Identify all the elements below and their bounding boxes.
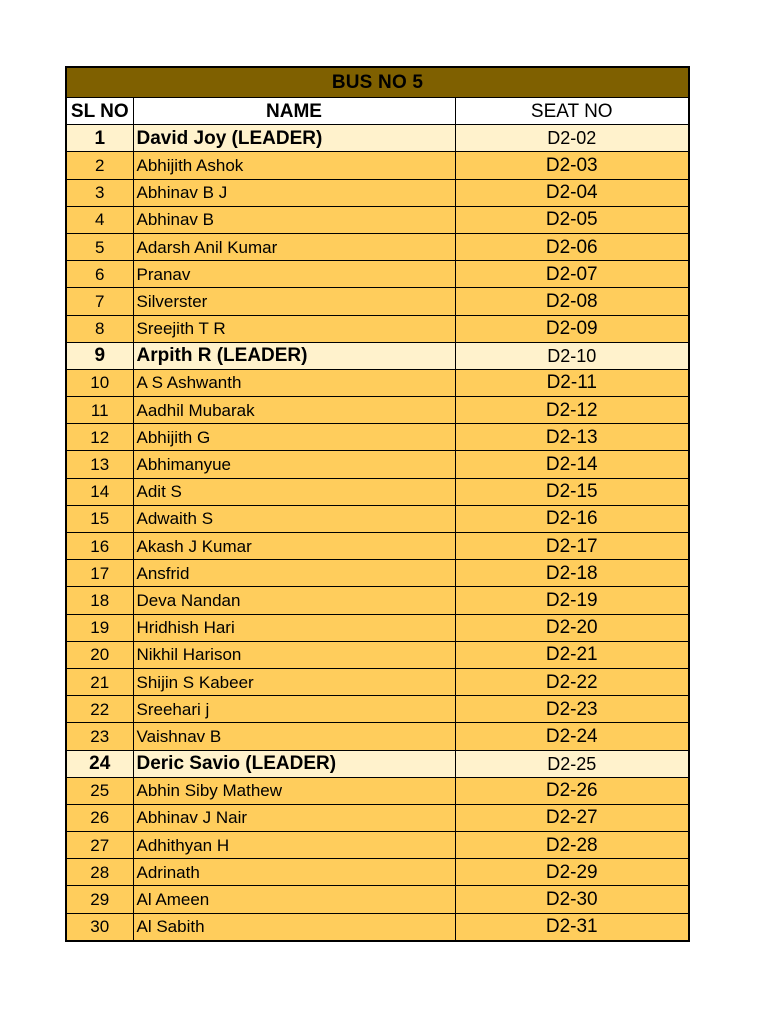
sl-cell: 26	[67, 804, 133, 831]
column-header-row	[67, 98, 688, 125]
table-row	[67, 804, 688, 831]
seat-cell: D2-10	[455, 342, 688, 369]
sl-cell: 30	[67, 913, 133, 940]
seat-cell: D2-12	[455, 397, 688, 424]
table-row	[67, 206, 688, 233]
name-cell: Adhithyan H	[133, 832, 455, 859]
table-row	[67, 152, 688, 179]
name-cell: Abhijith G	[133, 424, 455, 451]
seat-cell: D2-27	[455, 804, 688, 831]
name-cell: Deva Nandan	[133, 587, 455, 614]
name-cell: Al Sabith	[133, 913, 455, 940]
name-cell: Adwaith S	[133, 505, 455, 532]
name-cell: Abhin Siby Mathew	[133, 777, 455, 804]
name-cell: Silverster	[133, 288, 455, 315]
sl-cell: 14	[67, 478, 133, 505]
seat-cell: D2-06	[455, 233, 688, 260]
seat-cell: D2-02	[455, 125, 688, 152]
sl-cell: 29	[67, 886, 133, 913]
table-row-leader	[67, 125, 688, 152]
seat-cell: D2-03	[455, 152, 688, 179]
table-row	[67, 641, 688, 668]
name-cell: Sreejith T R	[133, 315, 455, 342]
sl-cell: 23	[67, 723, 133, 750]
table-row-leader	[67, 342, 688, 369]
table-row	[67, 723, 688, 750]
table-row	[67, 614, 688, 641]
name-cell: Nikhil Harison	[133, 641, 455, 668]
table-row	[67, 288, 688, 315]
sl-cell: 20	[67, 641, 133, 668]
sl-cell: 2	[67, 152, 133, 179]
sl-cell: 24	[67, 750, 133, 777]
seat-cell: D2-24	[455, 723, 688, 750]
seat-cell: D2-31	[455, 913, 688, 940]
name-cell: Abhinav B	[133, 206, 455, 233]
table-row	[67, 451, 688, 478]
sl-cell: 7	[67, 288, 133, 315]
sl-cell: 28	[67, 859, 133, 886]
name-cell: Hridhish Hari	[133, 614, 455, 641]
sl-cell: 16	[67, 533, 133, 560]
sl-cell: 9	[67, 342, 133, 369]
name-cell: Aadhil Mubarak	[133, 397, 455, 424]
seat-cell: D2-17	[455, 533, 688, 560]
sl-cell: 22	[67, 696, 133, 723]
name-cell: Abhimanyue	[133, 451, 455, 478]
name-cell: Pranav	[133, 261, 455, 288]
name-cell: Arpith R (LEADER)	[133, 342, 455, 369]
name-cell: Abhijith Ashok	[133, 152, 455, 179]
table-row	[67, 505, 688, 532]
table-row-leader	[67, 750, 688, 777]
table-row	[67, 886, 688, 913]
column-header-sl: SL NO	[67, 98, 133, 125]
seat-cell: D2-16	[455, 505, 688, 532]
name-cell: Adit S	[133, 478, 455, 505]
table-row	[67, 913, 688, 940]
seat-cell: D2-30	[455, 886, 688, 913]
column-header-seat: SEAT NO	[455, 98, 688, 125]
name-cell: Sreehari j	[133, 696, 455, 723]
sl-cell: 8	[67, 315, 133, 342]
table-row	[67, 859, 688, 886]
seat-cell: D2-05	[455, 206, 688, 233]
name-cell: A S Ashwanth	[133, 369, 455, 396]
sl-cell: 10	[67, 369, 133, 396]
seat-cell: D2-18	[455, 560, 688, 587]
table-row	[67, 777, 688, 804]
name-cell: Vaishnav B	[133, 723, 455, 750]
table-row	[67, 668, 688, 695]
seat-cell: D2-11	[455, 369, 688, 396]
name-cell: David Joy (LEADER)	[133, 125, 455, 152]
table-row	[67, 533, 688, 560]
seat-table	[67, 98, 688, 940]
name-cell: Al Ameen	[133, 886, 455, 913]
seat-cell: D2-25	[455, 750, 688, 777]
name-cell: Adarsh Anil Kumar	[133, 233, 455, 260]
name-cell: Shijin S Kabeer	[133, 668, 455, 695]
sl-cell: 3	[67, 179, 133, 206]
seat-cell: D2-21	[455, 641, 688, 668]
table-row	[67, 369, 688, 396]
seat-cell: D2-19	[455, 587, 688, 614]
seat-cell: D2-08	[455, 288, 688, 315]
sl-cell: 19	[67, 614, 133, 641]
table-row	[67, 560, 688, 587]
seat-cell: D2-15	[455, 478, 688, 505]
table-row	[67, 315, 688, 342]
name-cell: Abhinav B J	[133, 179, 455, 206]
seat-cell: D2-28	[455, 832, 688, 859]
table-row	[67, 261, 688, 288]
seat-table-body	[67, 98, 688, 940]
sl-cell: 18	[67, 587, 133, 614]
sl-cell: 1	[67, 125, 133, 152]
table-row	[67, 587, 688, 614]
name-cell: Ansfrid	[133, 560, 455, 587]
sl-cell: 11	[67, 397, 133, 424]
table-row	[67, 696, 688, 723]
name-cell: Abhinav J Nair	[133, 804, 455, 831]
seat-cell: D2-14	[455, 451, 688, 478]
sheet-title: BUS NO 5	[67, 68, 688, 98]
name-cell: Akash J Kumar	[133, 533, 455, 560]
sl-cell: 12	[67, 424, 133, 451]
sl-cell: 4	[67, 206, 133, 233]
seat-cell: D2-29	[455, 859, 688, 886]
name-cell: Adrinath	[133, 859, 455, 886]
sl-cell: 15	[67, 505, 133, 532]
table-row	[67, 478, 688, 505]
sl-cell: 5	[67, 233, 133, 260]
bus-seat-sheet	[65, 66, 690, 942]
seat-cell: D2-13	[455, 424, 688, 451]
sl-cell: 13	[67, 451, 133, 478]
seat-cell: D2-20	[455, 614, 688, 641]
sl-cell: 25	[67, 777, 133, 804]
sl-cell: 17	[67, 560, 133, 587]
column-header-name: NAME	[133, 98, 455, 125]
seat-cell: D2-26	[455, 777, 688, 804]
seat-cell: D2-09	[455, 315, 688, 342]
table-row	[67, 397, 688, 424]
sl-cell: 6	[67, 261, 133, 288]
table-row	[67, 832, 688, 859]
table-row	[67, 233, 688, 260]
sl-cell: 27	[67, 832, 133, 859]
name-cell: Deric Savio (LEADER)	[133, 750, 455, 777]
seat-cell: D2-23	[455, 696, 688, 723]
seat-cell: D2-22	[455, 668, 688, 695]
table-row	[67, 179, 688, 206]
table-row	[67, 424, 688, 451]
seat-cell: D2-04	[455, 179, 688, 206]
sl-cell: 21	[67, 668, 133, 695]
seat-cell: D2-07	[455, 261, 688, 288]
